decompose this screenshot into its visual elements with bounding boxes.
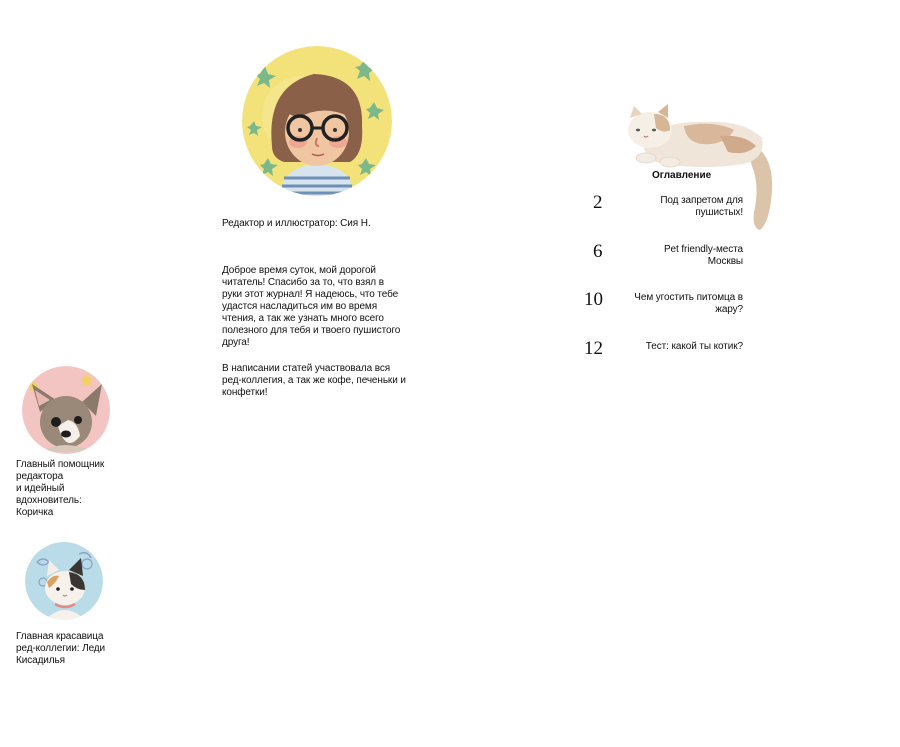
toc-item-label[interactable]: Чем угостить питомца в жару? [634,292,743,315]
editor-credit: Редактор и иллюстратор: Сия Н. [222,218,371,229]
toc-title: Оглавление [652,170,712,181]
dog-caption: Главный помощник редактора и идейный вдохновитель: Коричка [16,459,105,518]
toc-item-label[interactable]: Под запретом для пушистых! [660,195,743,218]
cat-avatar [25,542,103,620]
dog-portrait-icon [22,366,110,454]
greeting-paragraph: Доброе время суток, мой дорогой читатель! Спасибо за то, что взял в руки этот журнал! Я надеюсь, что тебе удастся насладиться им во время чтения, а так же узнать много всего полезного для тебя и твоего пушистого друга! [222,265,401,348]
greeting-paragraph-team: В написании статей участвовала вся ред-коллегия, а так же кофе, печеньки и конфетки! [222,363,406,398]
editor-portrait-icon [242,46,392,196]
cat-portrait-icon [25,542,103,620]
dog-avatar [22,366,110,454]
toc-page-number: 6 [593,241,603,262]
toc-item-label[interactable]: Тест: какой ты котик? [645,341,743,352]
toc-page-number: 10 [584,289,603,310]
editor-avatar [242,46,392,196]
toc-item-label[interactable]: Pet friendly-места Москвы [663,244,743,267]
toc-page-number: 12 [584,338,603,359]
toc-page-number: 2 [593,192,603,213]
cat-caption: Главная красавица ред-коллегии: Леди Кисадилья [16,631,106,666]
